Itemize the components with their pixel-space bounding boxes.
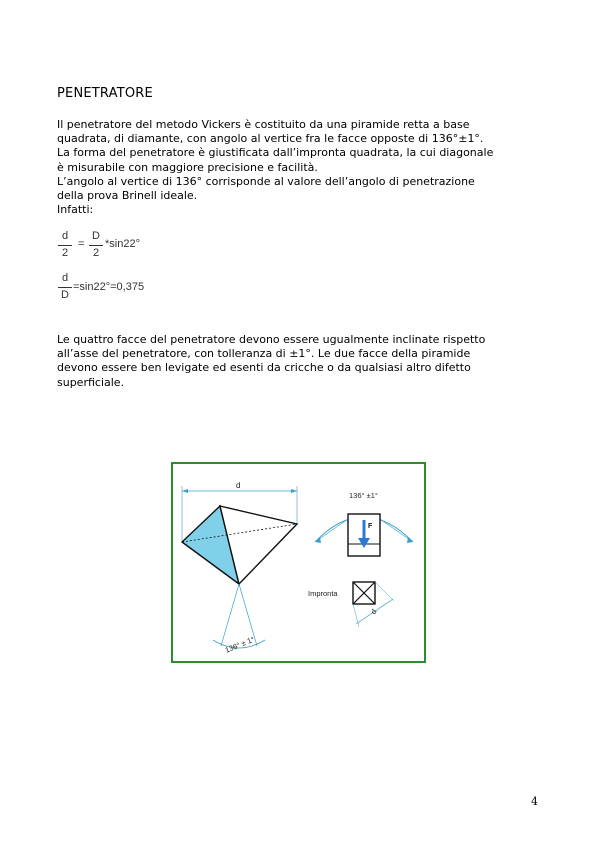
text-line: all’asse del penetratore, con tolleranza di ±1°. Le due facce della piramide <box>57 347 471 361</box>
label-impronta: Impronta <box>308 589 338 598</box>
angle-line <box>380 519 413 542</box>
arrowhead <box>182 489 188 493</box>
label-angle-bottom: 136° ± 1° <box>223 634 256 655</box>
fraction-bar <box>58 287 72 288</box>
text-line: Infatti: <box>57 203 94 217</box>
formula-2-den: D <box>61 289 69 301</box>
text-line: L’angolo al vertice di 136° corrisponde al valore dell’angolo di penetrazione <box>57 174 475 188</box>
text-line: della prova Brinell ideale. <box>57 189 198 203</box>
text-line: Le quattro facce del penetratore devono essere ugualmente inclinate rispetto <box>57 333 486 346</box>
text-line: La forma del penetratore è giustificata dall’impronta quadrata, la cui diagonale <box>57 146 494 160</box>
text-line: quadrata, di diamante, con angolo al vertice fra le facce opposte di 136°±1°. <box>57 132 484 146</box>
fraction-bar <box>89 245 103 246</box>
formula-1 <box>58 230 178 264</box>
label-angle-top: 136° ±1° <box>349 491 378 500</box>
fraction-bar <box>58 245 72 246</box>
section-heading: PENETRATORE <box>57 86 153 101</box>
extension-line <box>353 604 359 627</box>
formula-2-tail: =sin22°=0,375 <box>73 281 145 293</box>
page-number: 4 <box>531 795 538 808</box>
label-d-diag: d <box>368 607 379 616</box>
formula-1-tail: *sin22° <box>105 238 140 250</box>
vickers-indenter-figure <box>171 462 426 663</box>
angle-line <box>221 584 239 646</box>
angle-line <box>315 519 348 542</box>
text-line: superficiale. <box>57 375 125 389</box>
formula-1-den-left: 2 <box>61 247 69 259</box>
formula-1-den-right: 2 <box>92 247 100 259</box>
text-line: Il penetratore del metodo Vickers è costituito da una piramide retta a base <box>57 118 470 131</box>
formula-2-num: d <box>61 272 69 284</box>
label-force: F <box>368 523 373 530</box>
extension-line <box>375 582 394 601</box>
formula-1-num-left: d <box>61 230 69 242</box>
label-d-top: d <box>236 481 241 490</box>
paragraph-intro <box>57 118 542 217</box>
indenter-diagram <box>173 464 424 661</box>
formula-1-equals: = <box>78 238 85 250</box>
formula-2 <box>58 272 178 306</box>
formula-1-num-right: D <box>92 230 100 242</box>
text-line: è misurabile con maggiore precisione e facilità. <box>57 160 318 174</box>
arrowhead <box>291 489 297 493</box>
paragraph-faces <box>57 333 542 390</box>
text-line: devono essere ben levigate ed esenti da cricche o da qualsiasi altro difetto <box>57 361 471 375</box>
